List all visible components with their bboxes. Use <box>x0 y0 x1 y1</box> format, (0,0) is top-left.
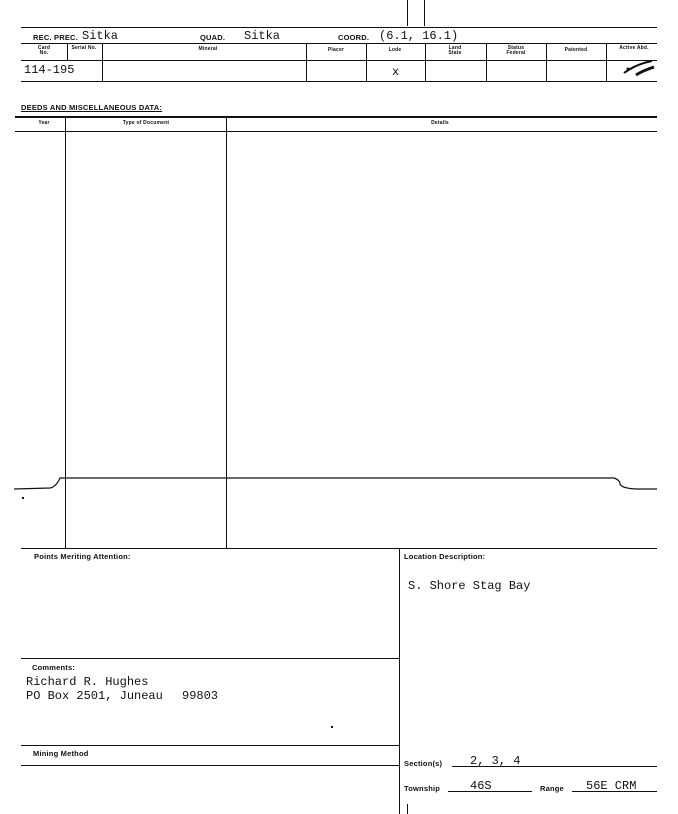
claim-card-no: 114-195 <box>24 63 75 77</box>
sections-label: Section(s) <box>404 759 443 768</box>
hdr-placer: Placer <box>327 47 345 53</box>
claim-table-header-bottom <box>21 60 657 61</box>
points-label: Points Meriting Attention: <box>34 552 131 561</box>
rec-prec-label: REC. PREC. <box>33 33 78 42</box>
location-label: Location Description: <box>404 552 486 561</box>
hdr-card-no: Card No. <box>37 45 51 56</box>
claim-col-divider-7 <box>546 43 547 81</box>
stray-dot-2 <box>331 726 333 728</box>
quad-label: QUAD. <box>200 33 226 42</box>
hdr-lode: Lode <box>388 47 402 53</box>
claim-col-divider-3 <box>306 43 307 81</box>
claim-lode-mark: x <box>392 65 400 79</box>
deeds-col-details: Details <box>431 120 449 126</box>
township-label: Township <box>404 784 441 793</box>
top-tick-left <box>407 0 408 26</box>
deeds-header-bottom <box>15 131 657 132</box>
bottom-box-top <box>21 548 657 549</box>
points-bottom <box>21 658 399 659</box>
location-value: S. Shore Stag Bay <box>408 579 531 593</box>
deeds-col-year: Year <box>38 120 50 126</box>
deeds-section-title: DEEDS AND MISCELLANEOUS DATA: <box>21 103 163 112</box>
mining-method-label: Mining Method <box>33 749 89 758</box>
claim-col-divider-1 <box>67 43 68 60</box>
claim-table-bottom <box>21 81 657 82</box>
hand-mark-icon <box>618 57 658 81</box>
hdr-mineral: Mineral <box>198 46 218 52</box>
deeds-col-type: Type of Document <box>122 120 170 126</box>
claim-col-divider-2 <box>102 43 103 81</box>
hdr-land-state: Land State <box>448 45 462 56</box>
township-value: 46S <box>470 779 492 793</box>
claim-col-divider-6 <box>486 43 487 81</box>
top-tick-right <box>424 0 425 26</box>
coord-label: COORD. <box>338 33 370 42</box>
stray-dot <box>22 497 24 499</box>
claim-col-divider-5 <box>425 43 426 81</box>
hdr-status-federal: Status Federal <box>506 45 526 56</box>
range-label: Range <box>540 784 564 793</box>
claim-col-divider-4 <box>366 43 367 81</box>
rec-prec-value: Sitka <box>82 29 119 43</box>
bottom-box-divider <box>399 548 400 814</box>
range-value: 56E CRM <box>586 779 637 793</box>
comments-line2-zip: 99803 <box>182 689 219 703</box>
coord-value: (6.1, 16.1) <box>379 29 459 43</box>
comments-line2-address: PO Box 2501, Juneau <box>26 689 163 703</box>
comments-bottom <box>21 745 399 746</box>
fold-line <box>0 468 678 498</box>
hdr-serial-no: Serial No. <box>71 45 97 51</box>
hdr-active: Active Abd. <box>619 45 649 51</box>
hdr-patented: Patented <box>564 47 588 53</box>
bottom-stub <box>407 804 408 814</box>
top-rule <box>21 27 657 28</box>
comments-label: Comments: <box>32 663 76 672</box>
mining-method-line <box>21 765 399 766</box>
claim-col-divider-8 <box>606 43 607 81</box>
quad-value: Sitka <box>244 29 281 43</box>
claim-table-top <box>21 43 657 44</box>
deeds-table-top <box>15 116 657 118</box>
comments-line1: Richard R. Hughes <box>26 675 149 689</box>
sections-value: 2, 3, 4 <box>470 754 521 768</box>
